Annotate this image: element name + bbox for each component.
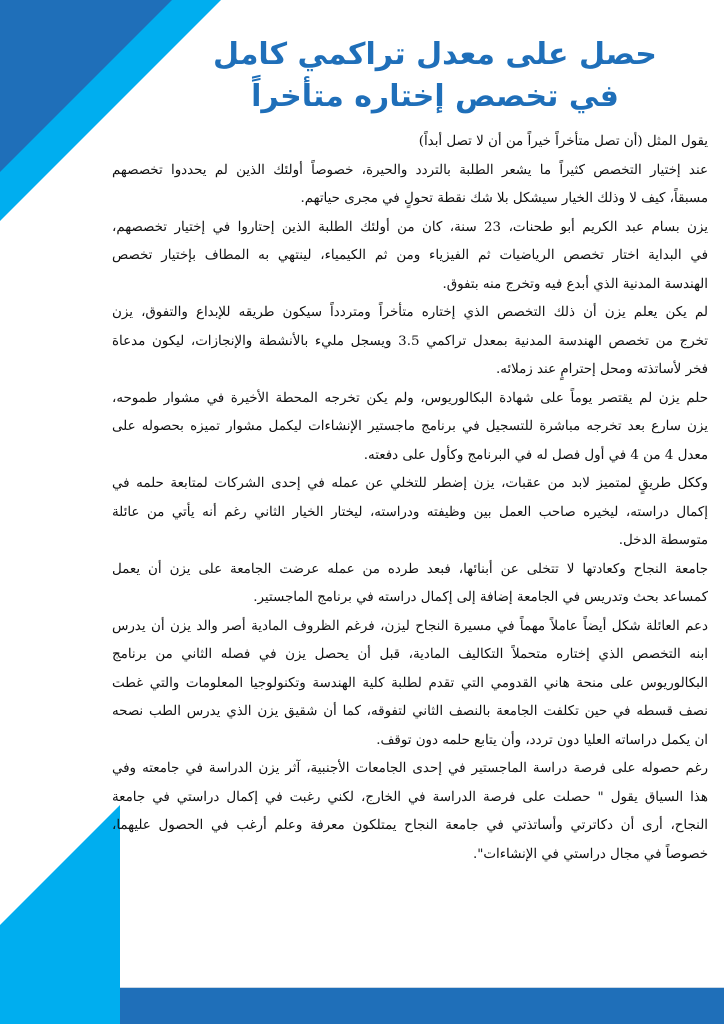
paragraph-background — [112, 214, 708, 300]
text-line: لم يكن يعلم يزن أن ذلك التخصص الذي إختاره متأخراً ومتردداً سيكون طريقه للإبداع والتفوق، يزن — [112, 305, 708, 320]
text-line: خصوصاً في مجال دراستي في الإنشاءات". — [472, 846, 708, 862]
text-line: النجاح، أرى أن دكاترتي وأساتذتي في جامعة النجاح يمتلكون معرفة وعلم أرغب في الحصول عليهما، — [112, 818, 708, 833]
text-line: ابنه التخصص الذي إختاره متحملاً التكاليف المادية، قبل أن يحصل يزن في فصله الثاني من برنامج — [112, 647, 708, 662]
text-line: جامعة النجاح وكعادتها لا تتخلى عن أبنائها، فبعد طرده من عمله عرضت الجامعة على يزن أن يعمل — [112, 561, 708, 577]
paragraph-intro — [112, 157, 708, 214]
text-line: كمساعد بحث وتدريس في الجامعة إضافة إلى إكمال دراسته في برنامج الماجستير. — [253, 590, 708, 605]
text-line: رغم حصوله على فرصة دراسة الماجستير في إحدى الجامعات الأجنبية، آثر يزن الدراسة في جامعته وفي — [112, 761, 708, 776]
text-line: الهندسة المدنية الذي أبدع فيه وتخرج منه بتفوق. — [442, 276, 708, 292]
text-line: فخر لأساتذته ومحل إحترامٍ عند زملائه. — [495, 362, 708, 377]
paragraph-family-support — [112, 613, 708, 756]
bottom-left-light-triangle — [0, 805, 120, 1024]
paragraph-quote — [112, 755, 708, 869]
text-line: عند إختيار التخصص كثيراً ما يشعر الطلبة بالتردد والحيرة، خصوصاً أولئك الذين لم يحددوا تخصصهم — [112, 162, 708, 178]
text-line: تخرج من تخصص الهندسة المدنية بمعدل تراكمي 3.5 ويسجل مليء بالأنشطة والإنجازات، ليكون مدعاة — [112, 333, 708, 349]
text-line: وككل طريقٍ لمتميز لابد من عقبات، يزن إضطر للتخلي عن عمله في إحدى الشركات لمتابعة حلمه في — [112, 476, 708, 491]
text-line: البكالوريوس على منحة هاني القدومي التي تقدم لطلبة كلية الهندسة وتكنولوجيا المعلومات والتي غطت — [112, 675, 708, 691]
paragraph-university-support — [112, 556, 708, 613]
text-line: مسبقاً، كيف لا وذلك الخيار سيشكل بلا شك نقطة تحولٍ في مجرى حياتهم. — [300, 191, 708, 206]
text-line: ان يكمل دراساته العليا دون تردد، وأن يتابع حلمه دون توقف. — [376, 732, 708, 748]
text-line: هذا السياق يقول " حصلت على فرصة الدراسة في الخارج، لكني رغبت في إكمال دراستي في جامعة — [112, 789, 708, 805]
text-line: يزن بسام عبد الكريم أبو طحنات، 23 سنة، كان من أولئك الطلبة الذين إحتاروا في إختيار تخصصهم، — [112, 219, 708, 235]
text-line: متوسطة الدخل. — [618, 533, 708, 548]
text-line: معدل 4 من 4 في أول فصل له في البرنامج وكأول على دفعته. — [363, 447, 708, 463]
text-line: دعم العائلة شكل أيضاً عاملاً مهماً في مسيرة النجاح ليزن، فرغم الظروف المادية أصر والد يزن أن يدرس — [112, 618, 708, 634]
text-line: حلم يزن لم يقتصر يوماً على شهادة البكالوريوس، ولم يكن تخرجه المحطة الأخيرة في مشوار طموحه، — [112, 390, 708, 406]
text-line: يزن سارع بعد تخرجه مباشرة للتسجيل في برنامج ماجستير الإنشاءات ليكمل مشوار تميزه بحصوله على — [112, 419, 708, 434]
bottom-footer-bar — [120, 988, 724, 1024]
article-body — [112, 128, 708, 869]
title-line-1: حصل على معدل تراكمي كامل — [213, 37, 657, 72]
text-line: إكمال دراسته، ليخيره صاحب العمل بين وظيفته ودراسته، ليختار الخيار الثاني رغم أنه يأتي من عائلة — [112, 504, 708, 520]
text-line: يقول المثل (أن تصل متأخراً خيراً من أن لا تصل أبداً) — [418, 134, 708, 149]
title-line-2: في تخصص إختاره متأخراً — [251, 79, 619, 114]
text-line: نصف قسطه في حين تكلفت الجامعة بالنصف الثاني لتفوقه، كما أن شقيق يزن الذي يدرس الطب نصحه — [112, 704, 708, 719]
paragraph-proverb — [112, 128, 708, 157]
paragraph-graduation — [112, 299, 708, 385]
paragraph-obstacles — [112, 470, 708, 556]
text-line: في البداية اختار تخصص الرياضيات ثم الفيزياء ومن ثم الكيمياء، لينتهي به المطاف بإختيار تخصص — [112, 248, 708, 263]
paragraph-masters — [112, 385, 708, 471]
article-title — [200, 34, 670, 118]
